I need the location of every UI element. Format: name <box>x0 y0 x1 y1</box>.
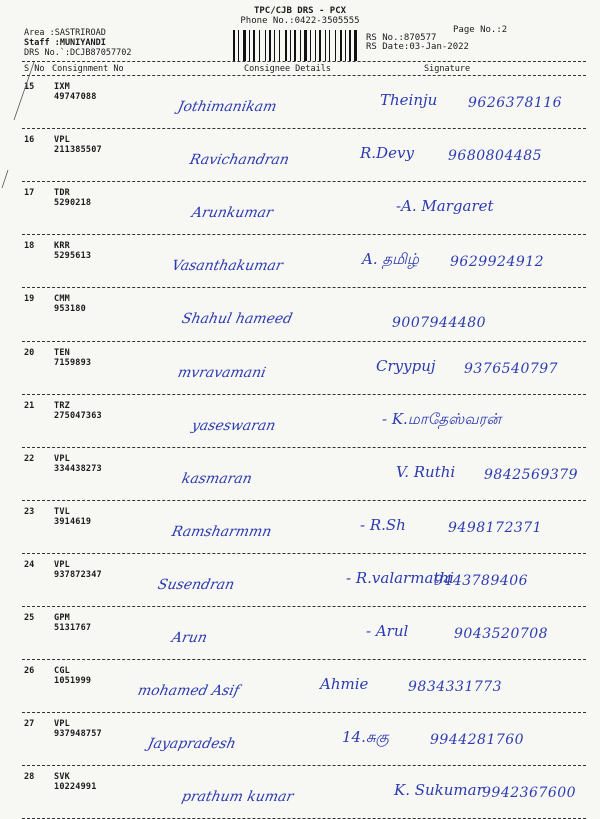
consignee-name-handwritten: Arunkumar <box>190 205 275 222</box>
consignment-number: VPL 334438273 <box>54 453 102 474</box>
recipient-signature: -A. Margaret <box>396 197 494 216</box>
row-divider <box>22 500 586 501</box>
recipient-phone-handwritten: 9498172371 <box>448 519 543 536</box>
consignment-number: VPL 211385507 <box>54 135 102 156</box>
consignee-name-handwritten: mohamed Asif <box>136 683 241 700</box>
recipient-signature: V. Ruthi <box>396 462 456 481</box>
consignment-number: TRZ 275047363 <box>54 400 102 421</box>
consignee-name-handwritten: Ravichandran <box>188 152 291 169</box>
office-phone: Phone No.:0422-3505555 <box>240 16 360 26</box>
barcode <box>233 30 358 61</box>
recipient-signature: A. தமிழ் <box>362 250 419 269</box>
recipient-signature: - Arul <box>366 622 409 640</box>
recipient-phone-handwritten: 9043520708 <box>454 626 549 642</box>
consignee-name-handwritten: yaseswaran <box>190 417 277 434</box>
row-serial-number: 25 <box>24 613 35 623</box>
consignee-name-handwritten: kasmaran <box>180 470 254 487</box>
header-divider-bottom <box>22 75 586 76</box>
recipient-signature: - R.valarmathi <box>346 568 454 587</box>
consignee-name-handwritten: Susendran <box>156 576 236 593</box>
consignment-number: CGL 1051999 <box>54 666 92 687</box>
row-serial-number: 18 <box>24 241 35 252</box>
document-title: TPC/CJB DRS - PCX <box>253 6 347 16</box>
row-serial-number: 19 <box>24 294 35 305</box>
row-divider <box>22 181 586 182</box>
recipient-phone-handwritten: 9842569379 <box>484 466 579 483</box>
page-number: Page No.:2 <box>453 25 508 35</box>
consignment-number: CMM 953180 <box>54 294 86 315</box>
recipient-phone-handwritten: 9944281760 <box>430 732 525 749</box>
recipient-signature: R.Devy <box>360 144 414 163</box>
recipient-phone-handwritten: 9376540797 <box>464 360 559 377</box>
consignee-name-handwritten: Jayapradesh <box>146 736 238 753</box>
consignment-number: GPM 5131767 <box>54 613 92 633</box>
row-divider <box>22 234 586 235</box>
col-header-signature: Signature <box>424 64 471 74</box>
row-serial-number: 26 <box>24 666 35 677</box>
row-divider <box>22 447 586 448</box>
consignee-name-handwritten: Ramsharmmn <box>170 523 273 540</box>
row-serial-number: 20 <box>24 347 35 358</box>
recipient-signature: Theinju <box>380 91 438 109</box>
consignment-number: VPL 937948757 <box>54 719 102 740</box>
consignee-name-handwritten: Jothimanikam <box>176 99 279 115</box>
row-serial-number: 24 <box>24 559 35 570</box>
recipient-phone-handwritten: 9680804485 <box>448 148 543 165</box>
rs-date: RS Date:03-Jan-2022 <box>366 42 469 52</box>
consignment-number: TVL 3914619 <box>54 506 92 527</box>
row-serial-number: 23 <box>24 506 35 517</box>
recipient-phone-handwritten: 9626378116 <box>468 95 563 111</box>
recipient-phone-handwritten: 9629924912 <box>450 254 545 271</box>
consignment-number: IXM 49747088 <box>54 82 97 102</box>
consignment-number: VPL 937872347 <box>54 559 102 580</box>
row-serial-number: 15 <box>24 82 35 92</box>
consignment-number: TEN 7159893 <box>54 347 92 368</box>
row-serial-number: 22 <box>24 453 35 464</box>
consignment-number: SVK 10224991 <box>54 772 97 793</box>
row-divider <box>22 712 586 713</box>
margin-pencil-mark <box>0 60 40 190</box>
col-header-sno: S No <box>24 64 45 74</box>
recipient-signature: Cryypuj <box>376 356 436 375</box>
recipient-phone-handwritten: 9942367600 <box>482 785 577 802</box>
recipient-signature: K. Sukumar <box>394 781 484 800</box>
row-divider <box>22 659 586 660</box>
recipient-phone-handwritten: 9443789406 <box>434 572 529 589</box>
row-serial-number: 27 <box>24 719 35 730</box>
recipient-signature: Ahmie <box>320 675 369 694</box>
consignment-number: TDR 5290218 <box>54 188 92 209</box>
row-divider <box>22 394 586 395</box>
row-serial-number: 17 <box>24 188 35 199</box>
consignee-name-handwritten: Vasanthakumar <box>170 258 285 275</box>
drs-number: DRS No.`:DCJB87057702 <box>24 48 132 58</box>
recipient-phone-handwritten: 9007944480 <box>392 315 487 332</box>
consignee-name-handwritten: Arun <box>170 630 209 646</box>
row-serial-number: 21 <box>24 400 35 411</box>
recipient-phone-handwritten: 9834331773 <box>408 679 503 696</box>
col-header-consignment: Consignment No <box>52 64 124 74</box>
consignment-number: KRR 5295613 <box>54 241 92 262</box>
col-header-consignee: Consignee Details <box>244 64 331 74</box>
row-divider <box>22 765 586 766</box>
row-divider <box>22 287 586 288</box>
area-label: Area :SASTRIROAD <box>24 28 106 38</box>
consignee-name-handwritten: Shahul hameed <box>180 311 294 328</box>
recipient-signature: 14.சுகு <box>342 728 389 747</box>
row-divider <box>22 606 586 607</box>
recipient-signature: - K.மாதேஸ்வரன் <box>382 409 501 428</box>
rs-number: RS No.:870577 <box>366 33 437 43</box>
row-divider <box>22 553 586 554</box>
staff-label: Staff :MUNIYANDI <box>24 38 106 48</box>
row-divider <box>22 341 586 342</box>
header-divider-top <box>22 61 586 62</box>
row-serial-number: 16 <box>24 135 35 146</box>
consignee-name-handwritten: mvravamani <box>176 364 268 381</box>
consignee-name-handwritten: prathum kumar <box>180 789 295 806</box>
row-serial-number: 28 <box>24 772 35 783</box>
row-divider <box>22 128 586 129</box>
recipient-signature: - R.Sh <box>360 515 406 534</box>
